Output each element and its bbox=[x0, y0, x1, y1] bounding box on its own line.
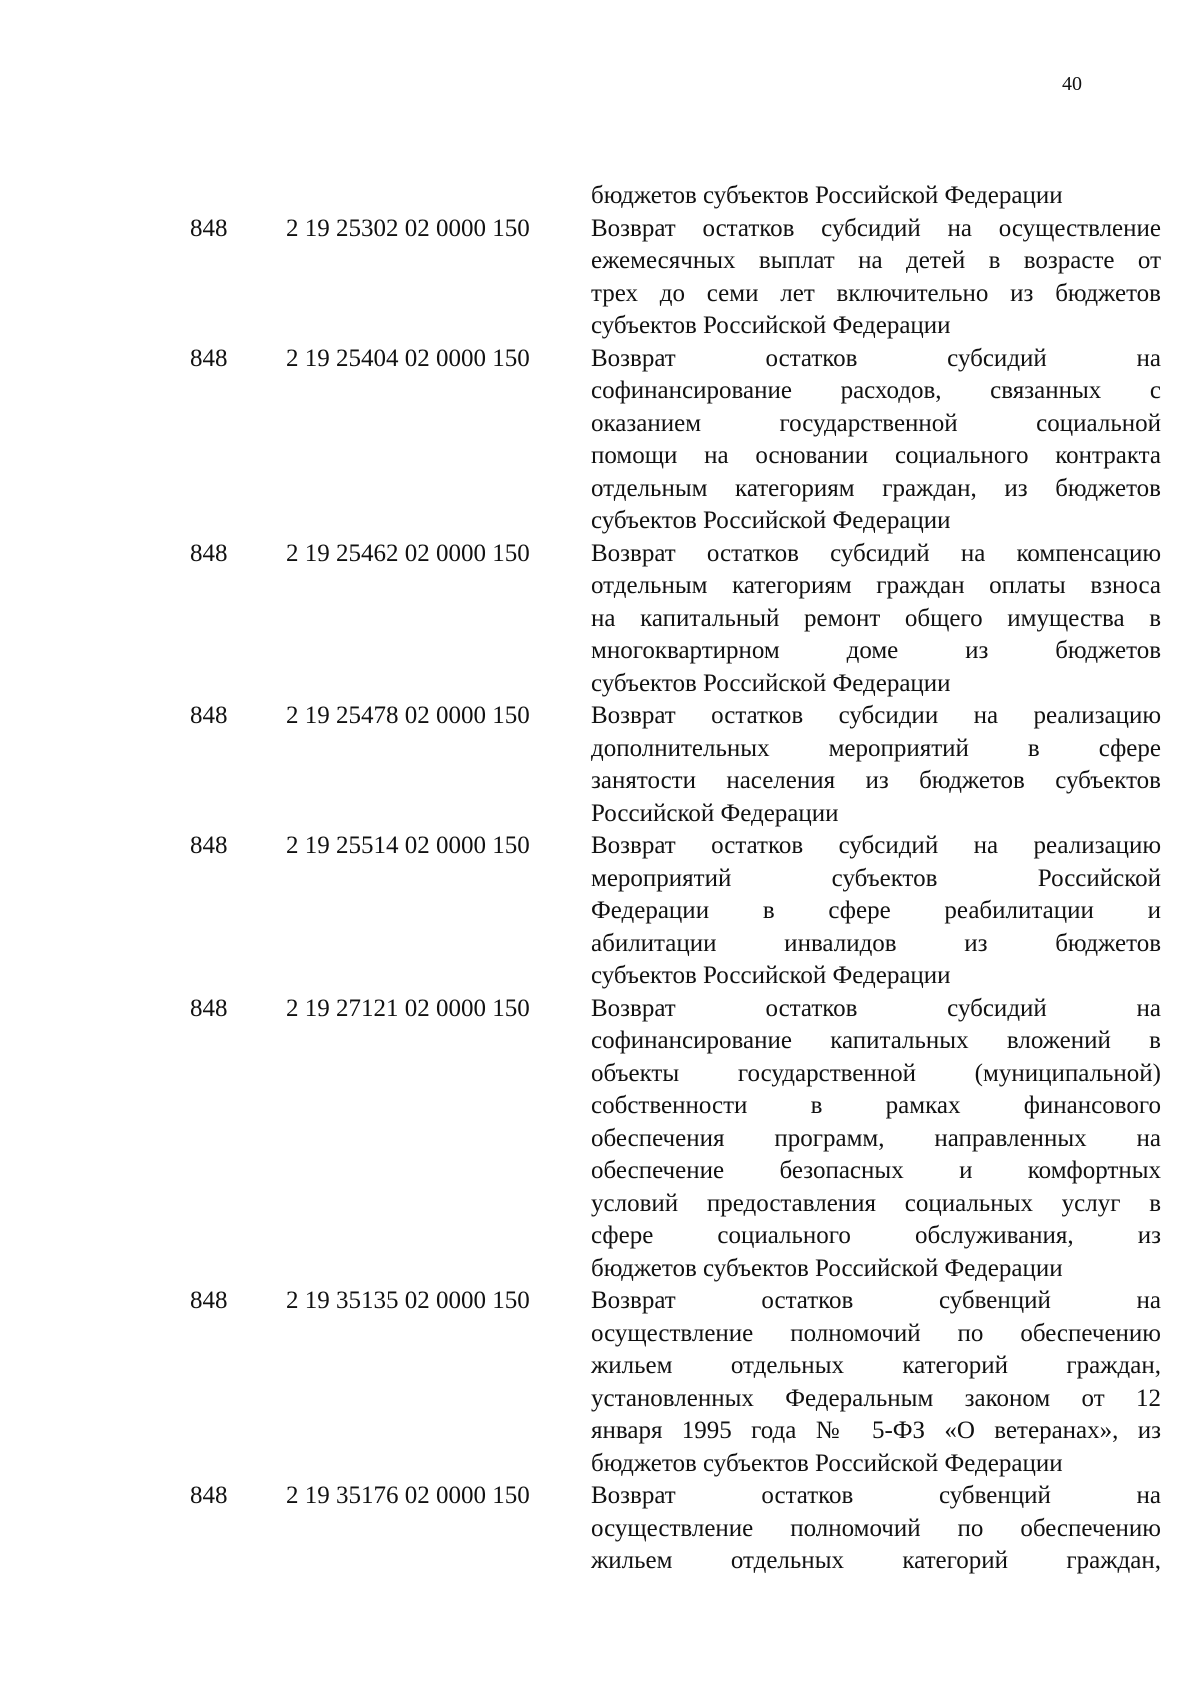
description-line: Возврат остатков субсидий на реализацию bbox=[591, 832, 1161, 859]
description-line: помощи на основании социального контракта bbox=[591, 442, 1161, 469]
description-line: бюджетов субъектов Российской Федерации bbox=[591, 1254, 1063, 1282]
table-row bbox=[0, 343, 1200, 538]
table-row bbox=[0, 1480, 1200, 1578]
budget-classification-code: 2 19 25478 02 0000 150 bbox=[286, 702, 530, 729]
description-line: софинансирование капитальных вложений в bbox=[591, 1027, 1161, 1054]
budget-code-table bbox=[0, 180, 1200, 1578]
budget-classification-code: 2 19 25302 02 0000 150 bbox=[286, 214, 530, 242]
admin-code: 848 bbox=[190, 832, 228, 859]
description-line: субъектов Российской Федерации bbox=[591, 507, 951, 534]
description-line: Возврат остатков субвенций на bbox=[591, 1482, 1161, 1509]
description-line: софинансирование расходов, связанных с bbox=[591, 377, 1161, 404]
admin-code: 848 bbox=[190, 344, 228, 372]
description-line: бюджетов субъектов Российской Федерации bbox=[591, 182, 1063, 209]
description-line: мероприятий субъектов Российской bbox=[591, 864, 1161, 892]
description-line: дополнительных мероприятий в сфере bbox=[591, 734, 1161, 762]
description-line: объекты государственной (муниципальной) bbox=[591, 1059, 1161, 1087]
continuation-description bbox=[591, 180, 1161, 213]
description-line: на капитальный ремонт общего имущества в bbox=[591, 604, 1161, 632]
page-number: 40 bbox=[1062, 73, 1082, 95]
description-line: жильем отдельных категорий граждан, bbox=[591, 1547, 1161, 1574]
admin-code: 848 bbox=[190, 539, 228, 567]
admin-code: 848 bbox=[190, 994, 228, 1022]
description-line: Возврат остатков субсидий на осуществление bbox=[591, 214, 1161, 242]
description-line: условий предоставления социальных услуг в bbox=[591, 1189, 1161, 1217]
description-line: занятости населения из бюджетов субъектов bbox=[591, 767, 1161, 794]
description-line: многоквартирном доме из бюджетов bbox=[591, 637, 1161, 664]
description-line: ежемесячных выплат на детей в возрасте от bbox=[591, 247, 1161, 274]
table-row bbox=[0, 1285, 1200, 1480]
budget-classification-code: 2 19 27121 02 0000 150 bbox=[286, 994, 530, 1022]
description-line: абилитации инвалидов из бюджетов bbox=[591, 929, 1161, 957]
table-row bbox=[0, 213, 1200, 343]
budget-classification-code: 2 19 25404 02 0000 150 bbox=[286, 344, 530, 372]
description-line: осуществление полномочий по обеспечению bbox=[591, 1514, 1161, 1542]
table-row bbox=[0, 538, 1200, 701]
description-line: Возврат остатков субсидий на bbox=[591, 344, 1161, 372]
budget-classification-code: 2 19 25514 02 0000 150 bbox=[286, 832, 530, 859]
admin-code: 848 bbox=[190, 1287, 228, 1314]
budget-classification-code: 2 19 25462 02 0000 150 bbox=[286, 539, 530, 567]
budget-classification-code: 2 19 35176 02 0000 150 bbox=[286, 1482, 530, 1509]
description-line: Федерации в сфере реабилитации и bbox=[591, 897, 1161, 924]
description-line: января 1995 года № 5-ФЗ «О ветеранах», из bbox=[591, 1417, 1161, 1444]
description-line: оказанием государственной социальной bbox=[591, 409, 1161, 437]
income-description bbox=[591, 1480, 1161, 1578]
description-line: Возврат остатков субсидий на bbox=[591, 994, 1161, 1022]
description-line: жильем отдельных категорий граждан, bbox=[591, 1352, 1161, 1379]
description-line: трех до семи лет включительно из бюджетов bbox=[591, 279, 1161, 307]
description-line: субъектов Российской Федерации bbox=[591, 962, 951, 989]
income-description bbox=[591, 213, 1161, 343]
description-line: обеспечения программ, направленных на bbox=[591, 1124, 1161, 1152]
table-row bbox=[0, 993, 1200, 1286]
description-line: Возврат остатков субсидий на компенсацию bbox=[591, 539, 1161, 567]
table-row bbox=[0, 830, 1200, 993]
description-line: установленных Федеральным законом от 12 bbox=[591, 1384, 1161, 1412]
admin-code: 848 bbox=[190, 702, 228, 729]
income-description bbox=[591, 538, 1161, 701]
continuation-row bbox=[0, 180, 1200, 213]
description-line: отдельным категориям граждан оплаты взноса bbox=[591, 572, 1161, 599]
description-line: осуществление полномочий по обеспечению bbox=[591, 1319, 1161, 1347]
description-line: Российской Федерации bbox=[591, 799, 839, 827]
description-line: отдельным категориям граждан, из бюджетов bbox=[591, 474, 1161, 502]
admin-code: 848 bbox=[190, 214, 228, 242]
description-line: субъектов Российской Федерации bbox=[591, 669, 951, 697]
income-description bbox=[591, 343, 1161, 538]
description-line: сфере социального обслуживания, из bbox=[591, 1222, 1161, 1249]
description-line: бюджетов субъектов Российской Федерации bbox=[591, 1449, 1063, 1477]
description-line: субъектов Российской Федерации bbox=[591, 312, 951, 339]
description-line: Возврат остатков субсидии на реализацию bbox=[591, 702, 1161, 729]
description-line: собственности в рамках финансового bbox=[591, 1092, 1161, 1119]
description-line: Возврат остатков субвенций на bbox=[591, 1287, 1161, 1314]
income-description bbox=[591, 830, 1161, 993]
description-line: обеспечение безопасных и комфортных bbox=[591, 1157, 1161, 1184]
income-description bbox=[591, 1285, 1161, 1480]
budget-classification-code: 2 19 35135 02 0000 150 bbox=[286, 1287, 530, 1314]
table-row bbox=[0, 700, 1200, 830]
income-description bbox=[591, 993, 1161, 1286]
admin-code: 848 bbox=[190, 1482, 228, 1509]
income-description bbox=[591, 700, 1161, 830]
